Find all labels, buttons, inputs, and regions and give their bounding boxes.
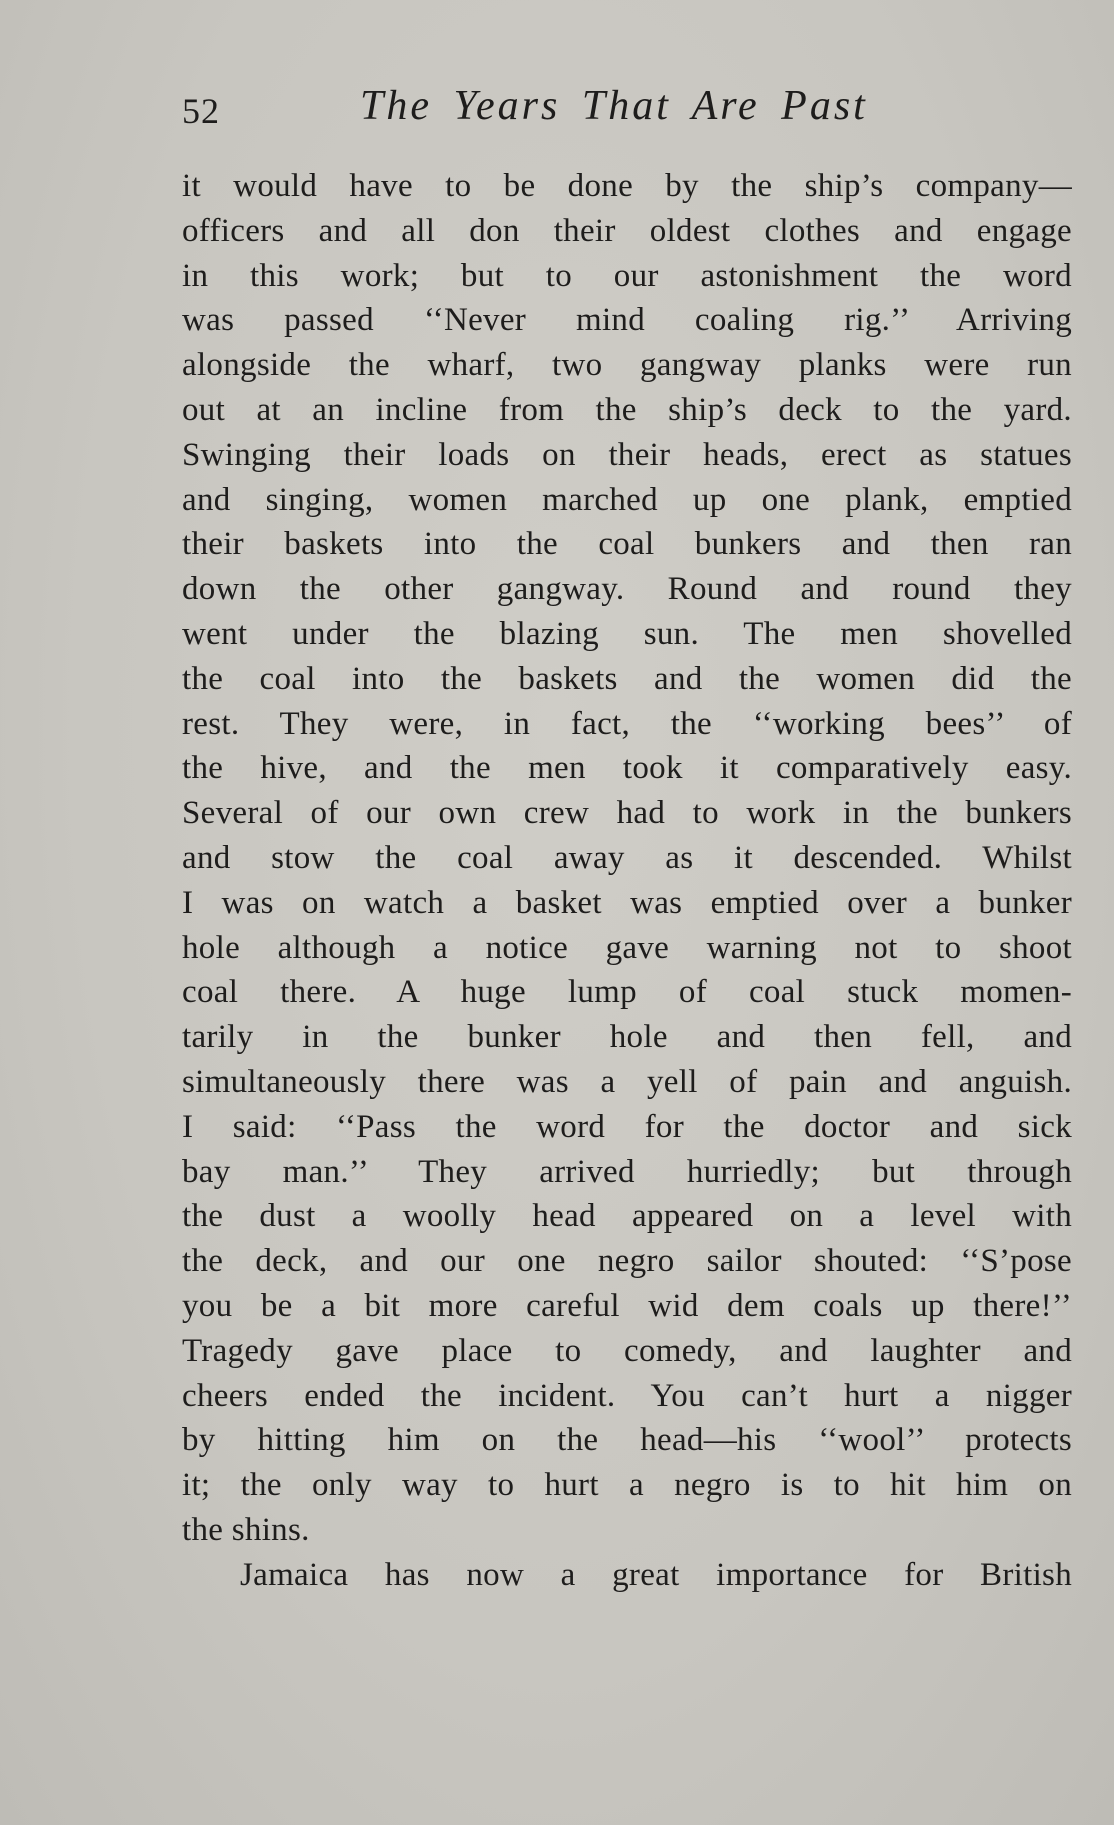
text-line: the dust a woolly head appeared on a level with: [182, 1198, 1072, 1235]
text-line: in this work; but to our astonishment the word: [182, 257, 1072, 294]
text-line: alongside the wharf, two gangway planks were run: [182, 347, 1072, 384]
text-line: the coal into the baskets and the women did the: [182, 660, 1072, 697]
text-line: bay man.’’ They arrived hurriedly; but through: [182, 1153, 1072, 1190]
text-line: the hive, and the men took it comparatively easy.: [182, 750, 1072, 787]
text-line: and stow the coal away as it descended. Whilst: [182, 839, 1072, 876]
text-line: Tragedy gave place to comedy, and laughter and: [182, 1332, 1072, 1369]
text-line: the shins.: [182, 1511, 310, 1548]
text-line: cheers ended the incident. You can’t hurt a nigger: [182, 1377, 1072, 1414]
text-line: went under the blazing sun. The men shovelled: [182, 615, 1072, 652]
text-line: tarily in the bunker hole and then fell, and: [182, 1019, 1072, 1056]
text-line: I was on watch a basket was emptied over a bunker: [182, 884, 1072, 921]
text-line: down the other gangway. Round and round they: [182, 571, 1072, 608]
running-title: The Years That Are Past: [360, 83, 868, 129]
text-line-paragraph-start: Jamaica has now a great importance for British: [240, 1556, 1072, 1593]
text-line: their baskets into the coal bunkers and then ran: [182, 526, 1072, 563]
text-line: you be a bit more careful wid dem coals up there!’’: [182, 1287, 1072, 1324]
text-line: Swinging their loads on their heads, erect as statues: [182, 436, 1072, 473]
running-head: [182, 82, 1072, 142]
text-line: and singing, women marched up one plank, emptied: [182, 481, 1072, 518]
page-number: 52: [182, 91, 220, 131]
text-line: officers and all don their oldest clothes and engage: [182, 212, 1072, 249]
text-line: it; the only way to hurt a negro is to hit him on: [182, 1467, 1072, 1504]
text-line: the deck, and our one negro sailor shouted: ‘‘S’pose: [182, 1243, 1072, 1280]
text-line: coal there. A huge lump of coal stuck momen-: [182, 974, 1072, 1011]
text-line: by hitting him on the head—his ‘‘wool’’ protects: [182, 1422, 1072, 1459]
text-line: I said: ‘‘Pass the word for the doctor and sick: [182, 1108, 1072, 1145]
text-line: rest. They were, in fact, the ‘‘working bees’’ of: [182, 705, 1072, 742]
body-text: [182, 164, 1072, 1598]
text-line: was passed ‘‘Never mind coaling rig.’’ Arriving: [182, 302, 1072, 339]
text-line: out at an incline from the ship’s deck to the yard.: [182, 391, 1072, 428]
text-line: simultaneously there was a yell of pain and anguish.: [182, 1063, 1072, 1100]
text-line: it would have to be done by the ship’s company—: [182, 168, 1072, 204]
text-line: Several of our own crew had to work in the bunkers: [182, 795, 1072, 832]
text-line: hole although a notice gave warning not to shoot: [182, 929, 1072, 966]
